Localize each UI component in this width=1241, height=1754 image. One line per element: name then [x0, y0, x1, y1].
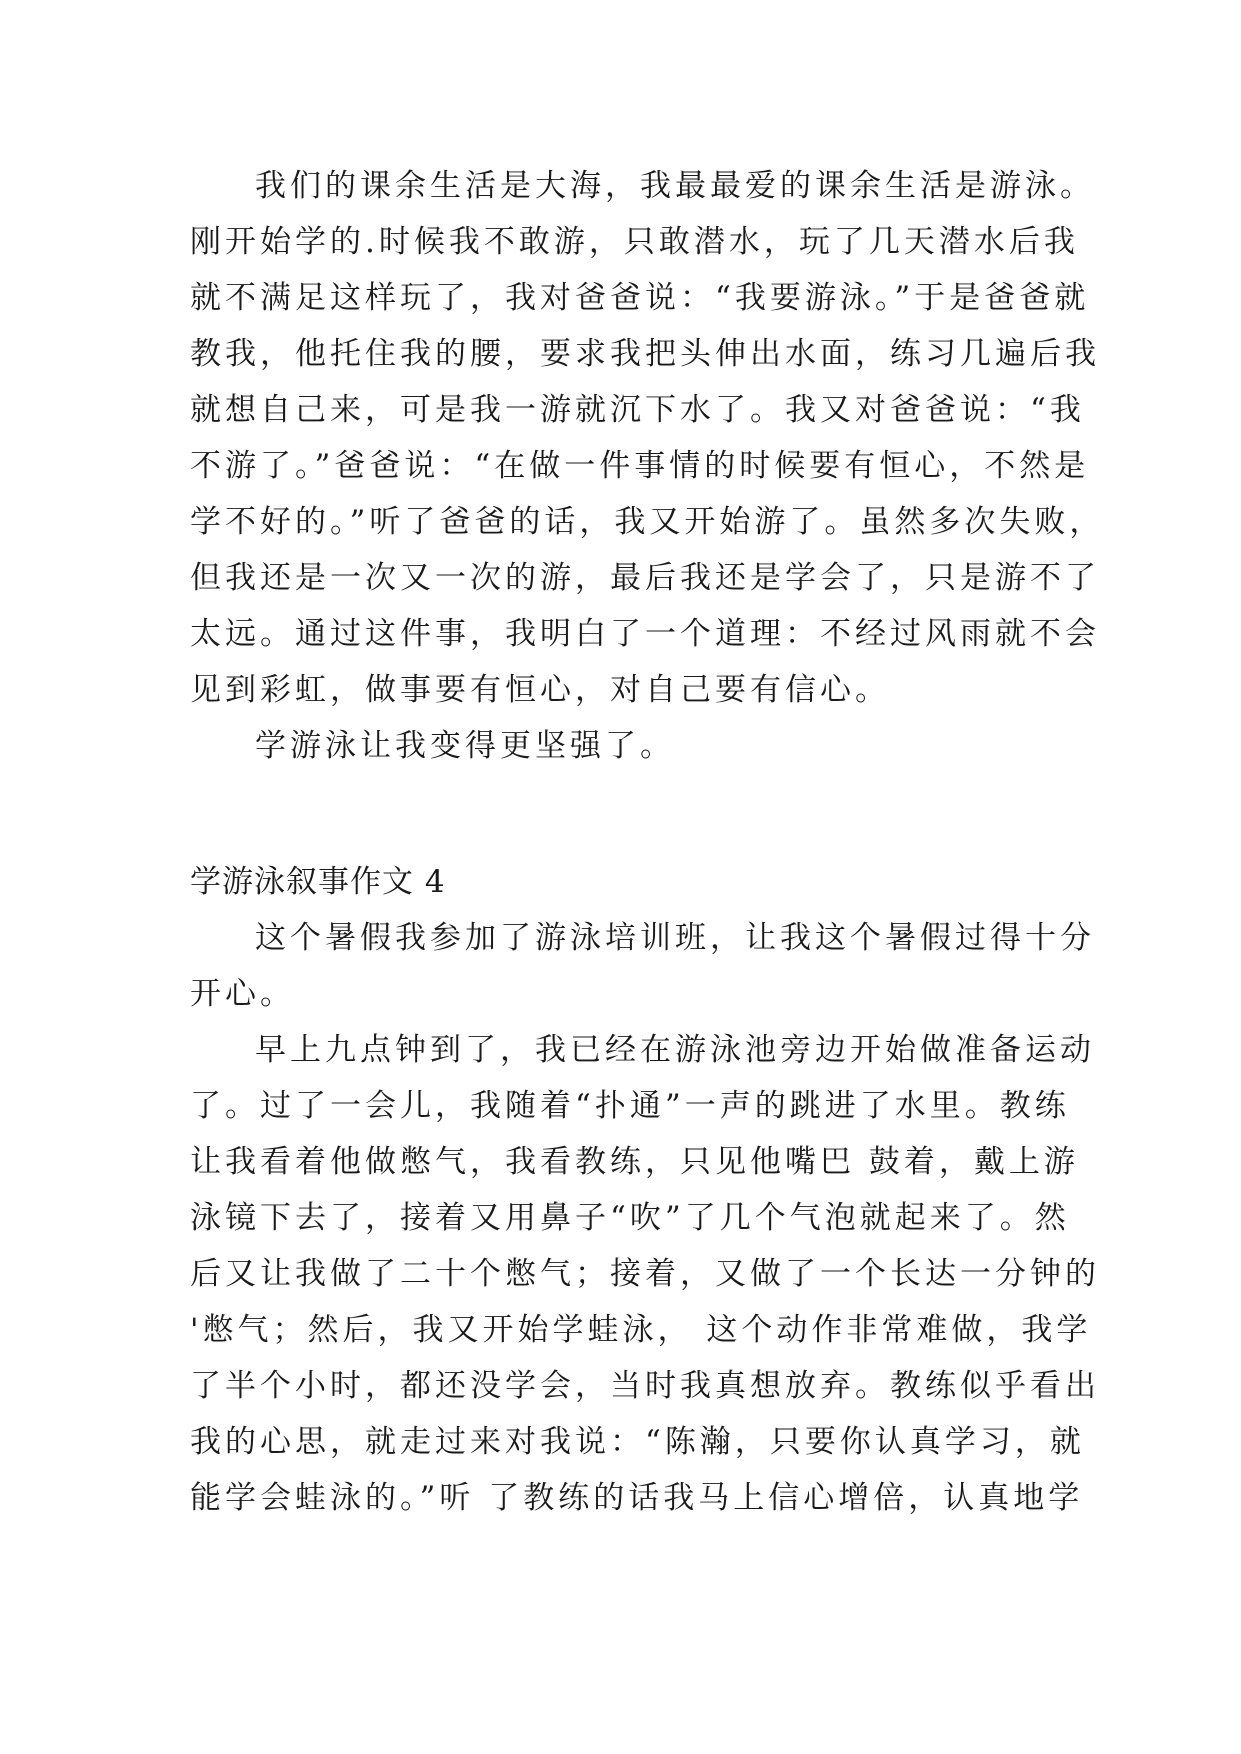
paragraph-line: 学不好的。”听了爸爸的话，我又开始游了。虽然多次失败， — [190, 504, 1105, 540]
paragraph-line: 早上九点钟到了，我已经在游泳池旁边开始做准备运动 — [255, 1032, 1095, 1068]
paragraph-line: 不游了。”爸爸说：“在做一件事情的时候要有恒心，不然是 — [190, 448, 1090, 484]
paragraph-line: 太远。通过这件事，我明白了一个道理：不经过风雨就不会 — [190, 616, 1100, 652]
paragraph-line: 这个暑假我参加了游泳培训班，让我这个暑假过得十分 — [255, 920, 1095, 956]
paragraph-line: 开心。 — [190, 976, 295, 1012]
paragraph-line: '憋气；然后，我又开始学蛙泳， 这个动作非常难做，我学 — [190, 1312, 1092, 1348]
paragraph-line: 就不满足这样玩了，我对爸爸说：“我要游泳。”于是爸爸就 — [190, 280, 1090, 316]
paragraph-line: 能学会蛙泳的。”听 了教练的话我马上信心增倍，认真地学 — [190, 1480, 1084, 1516]
paragraph-line: 见到彩虹，做事要有恒心，对自己要有信心。 — [190, 672, 890, 708]
paragraph-line: 就想自己来，可是我一游就沉下水了。我又对爸爸说：“我 — [190, 392, 1085, 428]
paragraph-line: 学游泳让我变得更坚强了。 — [255, 728, 675, 764]
section-title: 学游泳叙事作文 4 — [190, 864, 446, 900]
paragraph-line: 了半个小时，都还没学会，当时我真想放弃。教练似乎看出 — [190, 1368, 1100, 1404]
paragraph-line: 但我还是一次又一次的游，最后我还是学会了，只是游不了 — [190, 560, 1100, 596]
paragraph-line: 后又让我做了二十个憋气；接着，又做了一个长达一分钟的 — [190, 1256, 1100, 1292]
paragraph-line: 教我，他托住我的腰，要求我把头伸出水面，练习几遍后我 — [190, 336, 1100, 372]
paragraph-line: 让我看着他做憋气，我看教练，只见他嘴巴 鼓着，戴上游 — [190, 1144, 1079, 1180]
paragraph-line: 了。过了一会儿，我随着“扑通”一声的跳进了水里。教练 — [190, 1088, 1070, 1124]
paragraph-line: 我的心思，就走过来对我说：“陈瀚，只要你认真学习，就 — [190, 1424, 1085, 1460]
paragraph-line: 刚开始学的.时候我不敢游，只敢潜水，玩了几天潜水后我 — [190, 224, 1079, 260]
paragraph-line: 泳镜下去了，接着又用鼻子“吹”了几个气泡就起来了。然 — [190, 1200, 1070, 1236]
paragraph-line: 我们的课余生活是大海，我最最爱的课余生活是游泳。 — [255, 168, 1095, 204]
